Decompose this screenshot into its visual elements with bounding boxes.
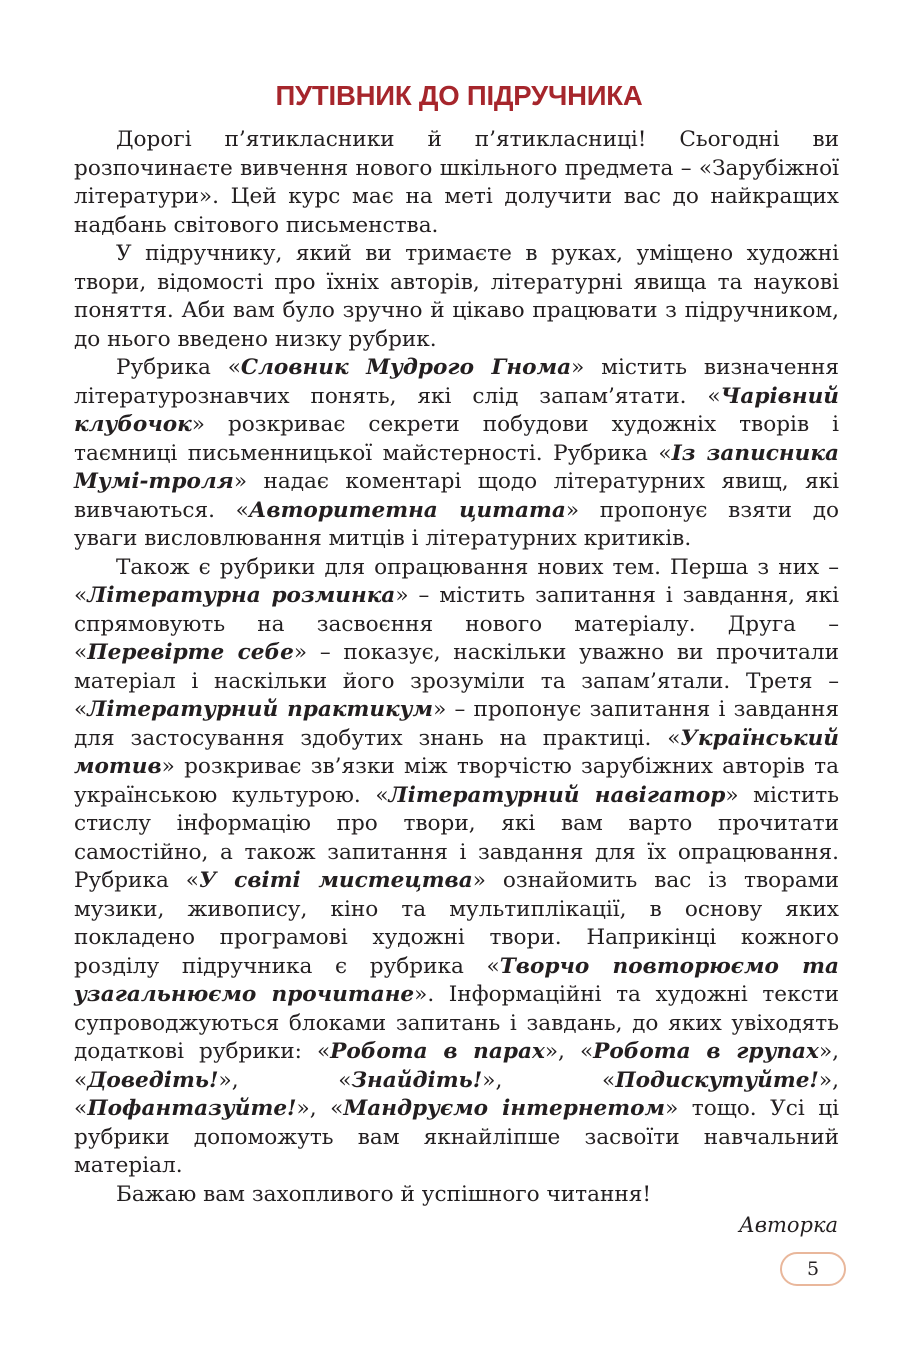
rubric-name: У світі мистецтва: [199, 868, 473, 893]
paragraph-study-rubrics: [74, 554, 839, 1181]
text-body: [74, 126, 839, 1209]
text-run: », «: [74, 1039, 840, 1093]
rubric-name: Літературний практикум: [87, 697, 434, 722]
text-run: » тощо. Усі ці рубрики допоможуть вам якнайліпше засвоїти навчальний матеріал.: [74, 1096, 839, 1178]
text-run: » пропонує взяти до уваги висловлювання митців і літературних критиків.: [74, 497, 840, 551]
paragraph-intro: Дорогі п’ятикласники й п’ятикласниці! Сьогодні ви розпочинаєте вивчення нового шкільного предмета – «Зарубіжної літератури». Цей курс має на меті долучити вас до найкращих надбань світового письменства.: [74, 127, 839, 238]
rubric-name: Робота в парах: [330, 1039, 545, 1064]
text-run: ». Інформаційні та художні тексти супроводжуються блоками запитань і завдань, до яких увіходять додаткові рубрики: «: [74, 982, 839, 1064]
paragraph-closing: Бажаю вам захопливого й успішного читання!: [116, 1181, 652, 1207]
rubric-name: Доведіть!: [87, 1067, 219, 1093]
text-run: Також є рубрики для опрацювання нових тем. Перша з них – «: [74, 554, 839, 608]
rubric-name: Робота в групах: [593, 1039, 819, 1064]
rubric-name: Мандруємо інтернетом: [343, 1096, 666, 1121]
rubric-name: Літературний навігатор: [388, 782, 726, 808]
rubric-name: Авторитетна цитата: [248, 497, 566, 523]
paragraph-rubrics: [74, 354, 839, 554]
text-run: » розкриває секрети побудови художніх творів і таємниці письменницької майстерності. Рубрика «: [74, 412, 839, 466]
text-run: » містить визначення літературознавчих понять, які слід запам’ятати. «: [74, 355, 839, 409]
text-run: » містить стислу інформацію про твори, які вам варто прочитати самостійно, а також запитання і завдання для їх опрацювання. Рубрика «: [74, 782, 839, 893]
rubric-name: Літературна розминка: [87, 583, 396, 608]
rubric-name: Український мотив: [74, 725, 839, 779]
rubric-name: Із записника Мумі-троля: [74, 440, 839, 494]
rubric-name: Словник Мудрого Гнома: [240, 355, 572, 380]
text-run: » – пропонує запитання і завдання для застосування здобутих знань на практиці. «: [74, 697, 839, 751]
text-run: » розкриває зв’язки між творчістю зарубіжних авторів та українською культурою. «: [74, 754, 839, 808]
text-run: », «: [544, 1039, 594, 1064]
rubric-name: Творчо повторюємо та узагальнюємо прочитане: [74, 953, 840, 1007]
rubric-name: Чарівний клубочок: [74, 383, 839, 437]
text-run: », «: [218, 1067, 352, 1093]
text-run: », «: [74, 1067, 839, 1121]
text-run: », «: [482, 1067, 616, 1093]
text-run: » ознайомить вас із творами музики, живопису, кіно та мультиплікації, в основу яких покладено програмові художні твори. Наприкінці кожного розділу підручника є рубрика «: [74, 868, 839, 979]
text-run: », «: [296, 1096, 344, 1121]
rubric-name: Знайдіть!: [351, 1067, 483, 1093]
author-signature: Авторка: [738, 1213, 838, 1237]
text-run: » – містить запитання і завдання, які спрямовують на засвоєння нового матеріалу. Друга – «: [74, 583, 840, 665]
page-number: 5: [780, 1252, 846, 1286]
text-run: Рубрика «: [116, 355, 241, 380]
rubric-name: Пофантазуйте!: [87, 1096, 297, 1121]
rubric-name: Перевірте себе: [87, 640, 294, 665]
rubric-name: Подискутуйте!: [615, 1067, 819, 1093]
text-run: » надає коментарі щодо літературних явищ, які вивчаються. «: [74, 469, 839, 523]
paragraph-contents: У підручнику, який ви тримаєте в руках, уміщено художні твори, відомості про їхніх авторів, літературні явища та наукові поняття. Аби вам було зручно й цікаво працювати з підручником, до нього введено низку рубрик.: [74, 241, 839, 352]
text-run: » – показує, наскільки уважно ви прочитали матеріал і наскільки його зрозуміли та запам’ятали. Третя – «: [74, 640, 839, 722]
page-title: ПУТІВНИК ДО ПІДРУЧНИКА: [275, 80, 643, 111]
